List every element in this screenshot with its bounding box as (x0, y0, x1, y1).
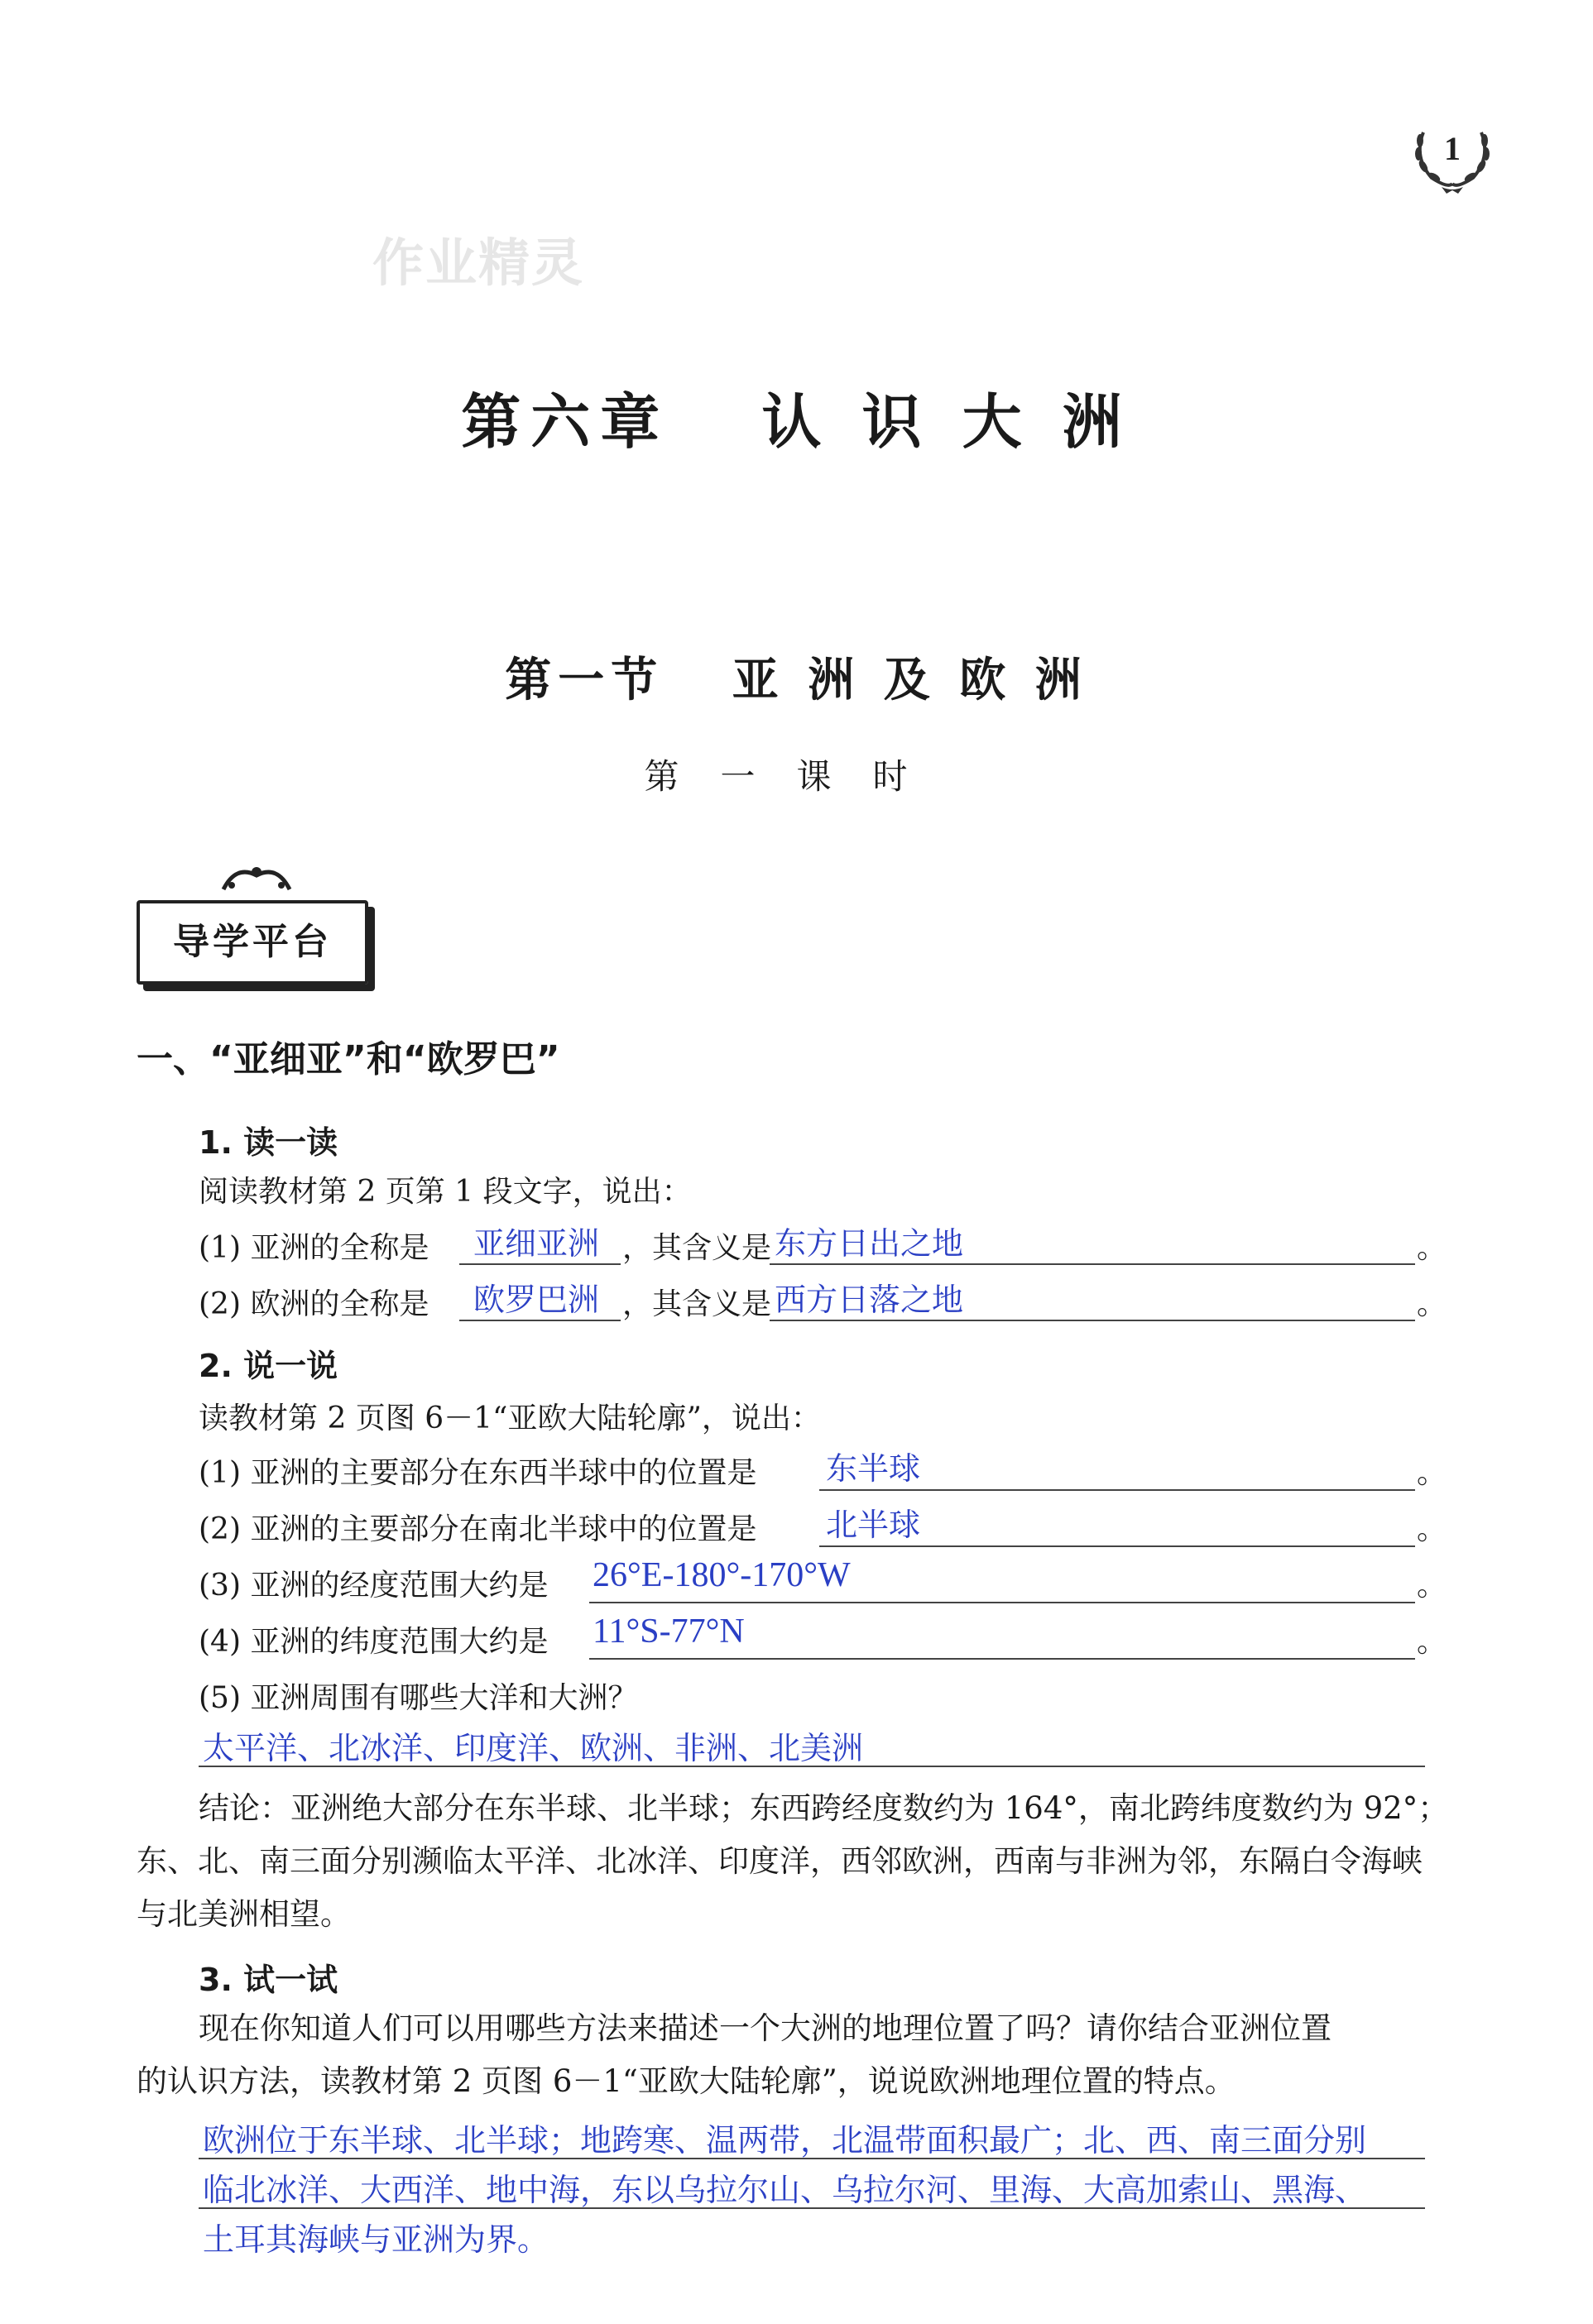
period: 。 (1417, 1569, 1447, 1603)
read-q2-end: 。 (1417, 1287, 1447, 1321)
speak-q3: (3) 亚洲的经度范围大约是 (199, 1569, 549, 1603)
section-title: 第一节 亚 洲 及 欧 洲 (505, 654, 1088, 707)
answer-line (770, 1320, 1415, 1321)
read-q2-answer2: 西方日落之地 (775, 1283, 964, 1318)
answer-line (199, 1766, 1425, 1767)
speak-a3: 26°E-180°-170°W (593, 1556, 851, 1594)
read-title: 1. 读一读 (199, 1124, 338, 1161)
speak-a5: 太平洋、北冰洋、印度洋、欧洲、非洲、北美洲 (203, 1732, 864, 1766)
speak-intro: 读教材第 2 页图 6－1“亚欧大陆轮廓”，说出： (199, 1402, 821, 1435)
speak-a4: 11°S-77°N (593, 1612, 745, 1651)
try-line-2: 的认识方法，读教材第 2 页图 6－1“亚欧大陆轮廓”，说说欧洲地理位置的特点。 (137, 2063, 1236, 2099)
answer-line (819, 1489, 1415, 1491)
try-answer-2: 临北冰洋、大西洋、地中海，东以乌拉尔山、乌拉尔河、里海、大高加索山、黑海、 (203, 2173, 1367, 2208)
watermark: 作业精灵 (372, 232, 585, 293)
speak-a2: 北半球 (826, 1508, 921, 1543)
page-number: 1 (1407, 116, 1498, 199)
conclusion-line-1: 结论：亚洲绝大部分在东半球、北半球；东西跨经度数约为 164°，南北跨纬度数约为 92°； (199, 1790, 1449, 1826)
answer-line (770, 1263, 1415, 1265)
answer-line (199, 2158, 1425, 2159)
answer-line (589, 1658, 1415, 1660)
answer-line (459, 1320, 621, 1321)
speak-q5: (5) 亚洲周围有哪些大洋和大洲？ (199, 1681, 638, 1715)
answer-line (819, 1545, 1415, 1547)
read-q1-end: 。 (1417, 1231, 1447, 1265)
try-title: 3. 试一试 (199, 1962, 338, 1998)
read-q1-mid: ，其含义是 (622, 1231, 772, 1265)
speak-a1: 东半球 (826, 1452, 921, 1487)
section-banner (137, 900, 368, 985)
conclusion-line-3: 与北美洲相望。 (137, 1896, 351, 1932)
period: 。 (1417, 1512, 1447, 1546)
speak-q1: (1) 亚洲的主要部分在东西半球中的位置是 (199, 1456, 757, 1490)
answer-line (199, 2207, 1425, 2209)
period: 。 (1417, 1625, 1447, 1659)
banner-label: 导学平台 (173, 921, 332, 963)
read-q2-mid: ，其含义是 (622, 1287, 772, 1321)
period: 。 (1417, 1456, 1447, 1490)
read-q1-prefix: (1) 亚洲的全称是 (199, 1231, 429, 1265)
speak-q2: (2) 亚洲的主要部分在南北半球中的位置是 (199, 1512, 757, 1546)
conclusion-line-2: 东、北、南三面分别濒临太平洋、北冰洋、印度洋，西邻欧洲，西南与非洲为邻，东隔白令海峡 (137, 1843, 1423, 1879)
try-line-1: 现在你知道人们可以用哪些方法来描述一个大洲的地理位置了吗？请你结合亚洲位置 (199, 2010, 1331, 2046)
read-q2-answer1: 欧罗巴洲 (473, 1283, 600, 1318)
try-answer-1: 欧洲位于东半球、北半球；地跨寒、温两带，北温带面积最广；北、西、南三面分别 (203, 2124, 1367, 2159)
part-heading: 一、“亚细亚”和“欧罗巴” (137, 1038, 560, 1081)
answer-line (459, 1263, 621, 1265)
answer-line (589, 1602, 1415, 1603)
read-q1-answer1: 亚细亚洲 (473, 1227, 600, 1262)
try-answer-3: 土耳其海峡与亚洲为界。 (203, 2223, 549, 2258)
lesson-title: 第一课时 (644, 756, 949, 797)
chapter-title: 第六章 认 识 大 洲 (461, 387, 1132, 457)
speak-q4: (4) 亚洲的纬度范围大约是 (199, 1625, 549, 1659)
read-q1-answer2: 东方日出之地 (775, 1227, 964, 1262)
read-q2-prefix: (2) 欧洲的全称是 (199, 1287, 429, 1321)
read-intro: 阅读教材第 2 页第 1 段文字，说出： (199, 1175, 692, 1209)
speak-title: 2. 说一说 (199, 1348, 338, 1384)
ornament-icon (219, 860, 294, 894)
